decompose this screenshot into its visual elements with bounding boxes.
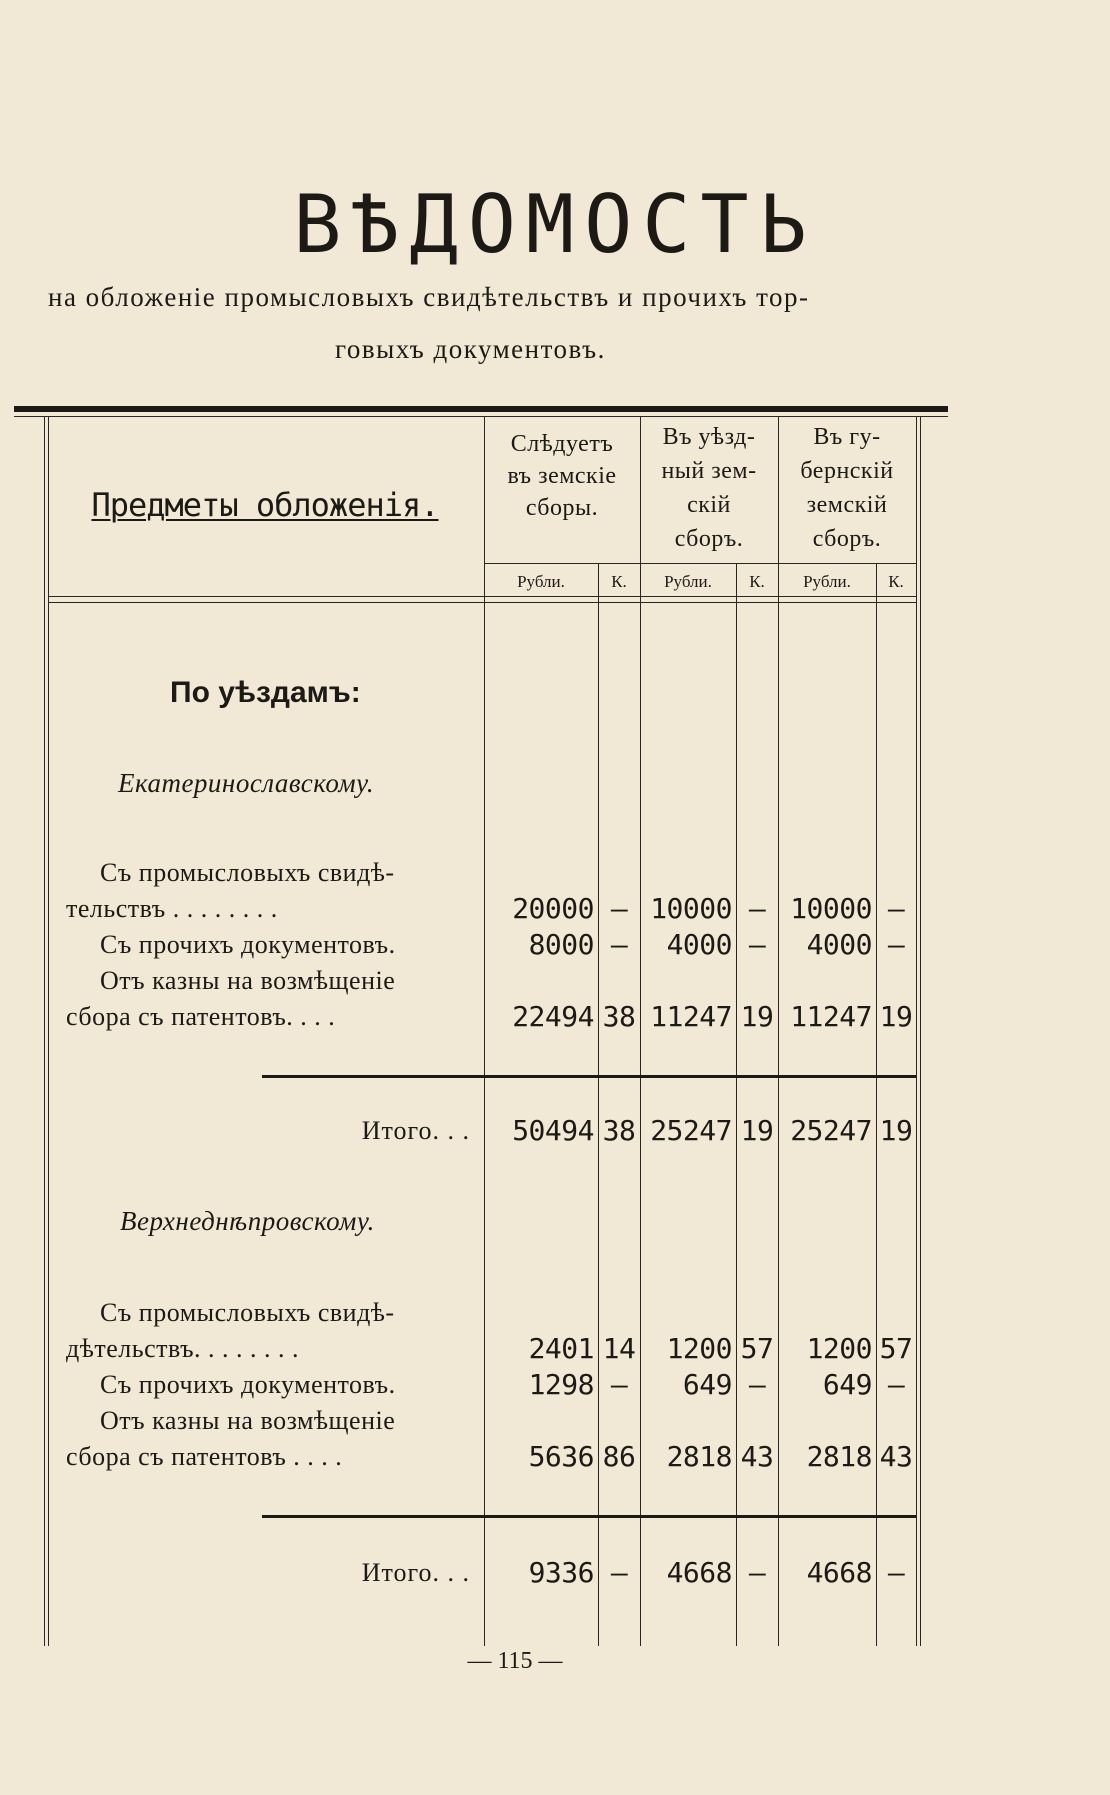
col1-kop-line bbox=[598, 563, 599, 1646]
total-rule bbox=[262, 1515, 916, 1518]
row-label: Отъ казны на возмѣщеніе bbox=[100, 966, 396, 995]
table-left-border-2 bbox=[48, 416, 49, 1646]
cell-c3r: 11247 bbox=[790, 1000, 872, 1033]
cell-c1r: 20000 bbox=[512, 892, 594, 925]
page-number: — 115 — bbox=[467, 1648, 563, 1674]
cell-c3k: — bbox=[887, 892, 905, 925]
cell-c3r: 649 bbox=[822, 1368, 872, 1401]
cell-c3r: 4000 bbox=[806, 928, 872, 961]
col1-left-line bbox=[484, 416, 485, 1646]
table-right-border-2 bbox=[920, 416, 921, 1646]
total-c1r: 9336 bbox=[528, 1556, 594, 1589]
cell-c2k: — bbox=[748, 928, 766, 961]
cell-c1k: 14 bbox=[602, 1332, 636, 1365]
top-rule bbox=[14, 406, 948, 412]
cell-c1r: 1298 bbox=[528, 1368, 594, 1401]
cell-c3r: 2818 bbox=[806, 1440, 872, 1473]
unit-col3-rub: Рубли. bbox=[803, 572, 851, 591]
total-c3k: — bbox=[887, 1556, 905, 1589]
cell-c1r: 2401 bbox=[528, 1332, 594, 1365]
total-c2k: 19 bbox=[740, 1114, 774, 1147]
row-label: Съ промысловыхъ свидѣ- bbox=[100, 1298, 395, 1327]
total-label: Итого. . . bbox=[361, 1558, 470, 1587]
cell-c3k: 19 bbox=[879, 1000, 913, 1033]
header-subjects bbox=[80, 486, 450, 524]
cell-c2k: — bbox=[748, 892, 766, 925]
cell-c2r: 2818 bbox=[666, 1440, 732, 1473]
cell-c1k: — bbox=[610, 1368, 628, 1401]
cell-c1k: 38 bbox=[602, 1000, 636, 1033]
header-col2-line: Въ уѣзд- bbox=[662, 424, 756, 450]
row-label: Съ прочихъ документовъ. bbox=[100, 930, 396, 959]
header-subjects-label: Предметы обложенія. bbox=[91, 486, 439, 524]
header-col3-line: Въ гу- bbox=[813, 424, 881, 450]
cell-c1k: — bbox=[610, 892, 628, 925]
header-col1-line: сборы. bbox=[525, 495, 599, 521]
total-c1k: 38 bbox=[602, 1114, 636, 1147]
cell-c1r: 5636 bbox=[528, 1440, 594, 1473]
cell-c3k: — bbox=[887, 1368, 905, 1401]
cell-c3k: 43 bbox=[879, 1440, 913, 1473]
table-left-border bbox=[44, 416, 45, 1646]
row-label: тельствъ . . . . . . . . bbox=[66, 894, 278, 923]
subtitle-line-2: говыхъ документовъ. bbox=[335, 334, 606, 364]
unit-col3-kop: К. bbox=[888, 572, 904, 591]
cell-c3k: 57 bbox=[879, 1332, 913, 1365]
header-col3-line: бернскій bbox=[800, 458, 894, 484]
document-title: ВѢДОМОСТЬ bbox=[293, 178, 817, 271]
total-c3k: 19 bbox=[879, 1114, 913, 1147]
header-col1-line: Слѣдуетъ bbox=[510, 431, 614, 457]
district-name: Екатеринославскому. bbox=[118, 768, 375, 798]
row-label: дѣтельствъ. . . . . . . . bbox=[66, 1334, 300, 1363]
district-name: Верхнеднѣпровскому. bbox=[120, 1206, 375, 1236]
header-bottom-line-2 bbox=[48, 602, 916, 603]
header-unit-line bbox=[484, 563, 916, 564]
cell-c1r: 8000 bbox=[528, 928, 594, 961]
cell-c1r: 22494 bbox=[512, 1000, 594, 1033]
cell-c3k: — bbox=[887, 928, 905, 961]
header-col2-line: скій bbox=[687, 492, 731, 518]
cell-c2r: 10000 bbox=[650, 892, 732, 925]
col3-kop-line bbox=[876, 563, 877, 1646]
cell-c2r: 4000 bbox=[666, 928, 732, 961]
row-label: сбора съ патентовъ. . . . bbox=[66, 1002, 336, 1031]
cell-c1k: — bbox=[610, 928, 628, 961]
cell-c3r: 1200 bbox=[806, 1332, 872, 1365]
table-right-border bbox=[916, 416, 917, 1646]
row-label: сбора съ патентовъ . . . . bbox=[66, 1442, 343, 1471]
total-c1k: — bbox=[610, 1556, 628, 1589]
header-col3-line: земскій bbox=[806, 492, 888, 518]
cell-c2k: 43 bbox=[740, 1440, 774, 1473]
header-col3-line: сборъ. bbox=[812, 526, 882, 552]
row-label: Съ промысловыхъ свидѣ- bbox=[100, 858, 395, 887]
col3-left-line bbox=[778, 416, 779, 1646]
cell-c2k: 57 bbox=[740, 1332, 774, 1365]
cell-c2r: 649 bbox=[682, 1368, 732, 1401]
cell-c2k: 19 bbox=[740, 1000, 774, 1033]
unit-col2-kop: К. bbox=[749, 572, 765, 591]
header-col2-line: сборъ. bbox=[674, 526, 744, 552]
unit-col2-rub: Рубли. bbox=[664, 572, 712, 591]
header-col1 bbox=[484, 428, 640, 524]
total-c2r: 4668 bbox=[666, 1556, 732, 1589]
col2-kop-line bbox=[736, 563, 737, 1646]
cell-c2r: 11247 bbox=[650, 1000, 732, 1033]
total-rule bbox=[262, 1075, 916, 1078]
header-col3 bbox=[778, 420, 916, 556]
total-c2k: — bbox=[748, 1556, 766, 1589]
unit-col1-kop: К. bbox=[611, 572, 627, 591]
cell-c1k: 86 bbox=[602, 1440, 636, 1473]
header-col1-line: въ земскіе bbox=[507, 463, 617, 489]
row-label: Отъ казны на возмѣщеніе bbox=[100, 1406, 396, 1435]
cell-c3r: 10000 bbox=[790, 892, 872, 925]
cell-c2r: 1200 bbox=[666, 1332, 732, 1365]
total-label: Итого. . . bbox=[361, 1116, 470, 1145]
row-label: Съ прочихъ документовъ. bbox=[100, 1370, 396, 1399]
total-c3r: 25247 bbox=[790, 1114, 872, 1147]
cell-c2k: — bbox=[748, 1368, 766, 1401]
header-col2-line: ный зем- bbox=[661, 458, 757, 484]
section-title: По уѣздамъ: bbox=[170, 676, 361, 709]
header-col2 bbox=[640, 420, 778, 556]
total-c2r: 25247 bbox=[650, 1114, 732, 1147]
total-c1r: 50494 bbox=[512, 1114, 594, 1147]
header-bottom-line bbox=[48, 596, 916, 597]
top-rule-thin bbox=[14, 416, 948, 417]
subtitle-line-1: на обложеніе промысловыхъ свидѣтельствъ и прочихъ тор- bbox=[48, 282, 810, 312]
total-c3r: 4668 bbox=[806, 1556, 872, 1589]
unit-col1-rub: Рубли. bbox=[517, 572, 565, 591]
col2-left-line bbox=[640, 416, 641, 1646]
